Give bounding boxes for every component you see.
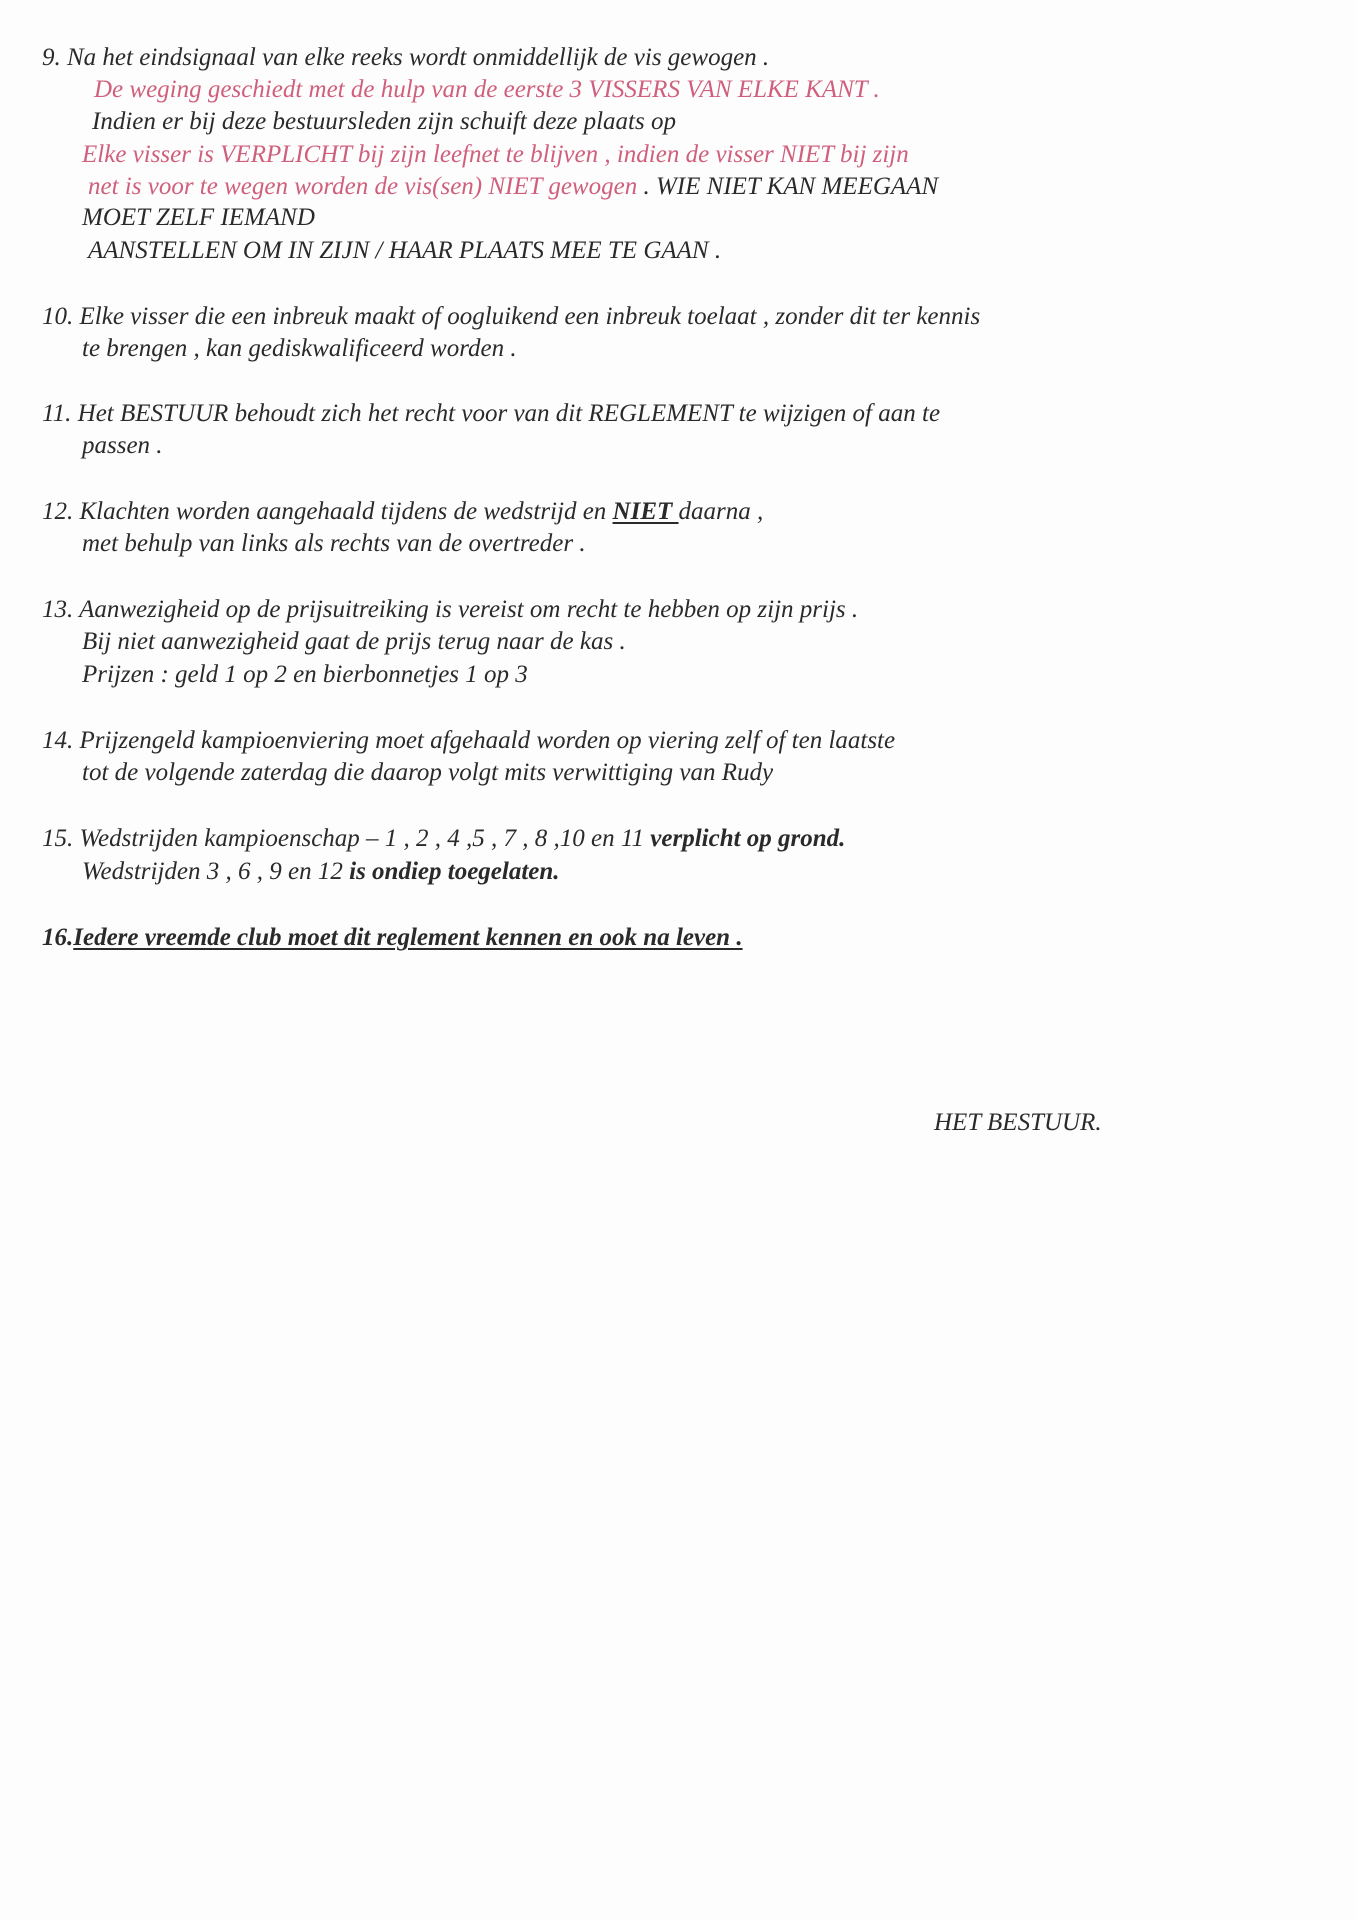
item-number: 9.: [42, 44, 61, 71]
item-13-line-1: 13. Aanwezigheid op de prijsuitreiking is vereist om recht te hebben op zijn prijs .: [42, 596, 859, 623]
item-10-line-2: te brengen , kan gediskwalificeerd worden .: [82, 335, 517, 362]
item-11-line-1: 11. Het BESTUUR behoudt zich het recht voor van dit REGLEMENT te wijzigen of aan te: [42, 400, 941, 427]
item-number: 14.: [42, 727, 74, 754]
item-9-line-2: De weging geschiedt met de hulp van de eerste 3 VISSERS VAN ELKE KANT .: [94, 76, 880, 103]
item-15-line-2: Wedstrijden 3 , 6 , 9 en 12 is ondiep toegelaten.: [82, 858, 560, 885]
item-9-line-6: MOET ZELF IEMAND: [82, 204, 315, 231]
item-9-line-4: Elke visser is VERPLICHT bij zijn leefnet te blijven , indien de visser NIET bij zijn: [82, 141, 909, 168]
item-number: 11.: [42, 400, 72, 427]
item-14-line-1: 14. Prijzengeld kampioenviering moet afgehaald worden op viering zelf of ten laatste: [42, 727, 896, 754]
item-11-line-2: passen .: [82, 432, 163, 459]
item-9-line-5: net is voor te wegen worden de vis(sen) NIET gewogen . WIE NIET KAN MEEGAAN: [88, 173, 939, 200]
item-13-line-2: Bij niet aanwezigheid gaat de prijs terug naar de kas .: [82, 628, 626, 655]
item-14-line-2: tot de volgende zaterdag die daarop volgt mits verwittiging van Rudy: [82, 759, 774, 786]
item-number: 12.: [42, 498, 74, 525]
item-15-line-1: 15. Wedstrijden kampioenschap – 1 , 2 , 4 ,5 , 7 , 8 ,10 en 11 verplicht op grond.: [42, 825, 846, 852]
item-9-line-7: AANSTELLEN OM IN ZIJN / HAAR PLAATS MEE TE GAAN .: [88, 237, 722, 264]
item-10-line-1: 10. Elke visser die een inbreuk maakt of oogluikend een inbreuk toelaat , zonder dit ter kennis: [42, 303, 981, 330]
item-number: 10.: [42, 303, 74, 330]
emphasis-niet: NIET: [612, 498, 679, 525]
item-9-line-3: Indien er bij deze bestuursleden zijn schuift deze plaats op: [92, 108, 676, 135]
item-12-line-2: met behulp van links als rechts van de overtreder .: [82, 530, 586, 557]
item-9-line-1: 9. Na het eindsignaal van elke reeks wordt onmiddellijk de vis gewogen .: [42, 44, 770, 71]
signature: HET BESTUUR.: [934, 1109, 1102, 1136]
item-number: 13.: [42, 596, 74, 623]
item-13-line-3: Prijzen : geld 1 op 2 en bierbonnetjes 1 op 3: [82, 661, 528, 688]
item-12-line-1: 12. Klachten worden aangehaald tijdens de wedstrijd en NIET daarna ,: [42, 498, 764, 525]
item-16-line-1: 16.Iedere vreemde club moet dit reglement kennen en ook na leven .: [42, 924, 743, 951]
item-number: 15.: [42, 825, 74, 852]
item-number: 16.: [42, 924, 74, 951]
